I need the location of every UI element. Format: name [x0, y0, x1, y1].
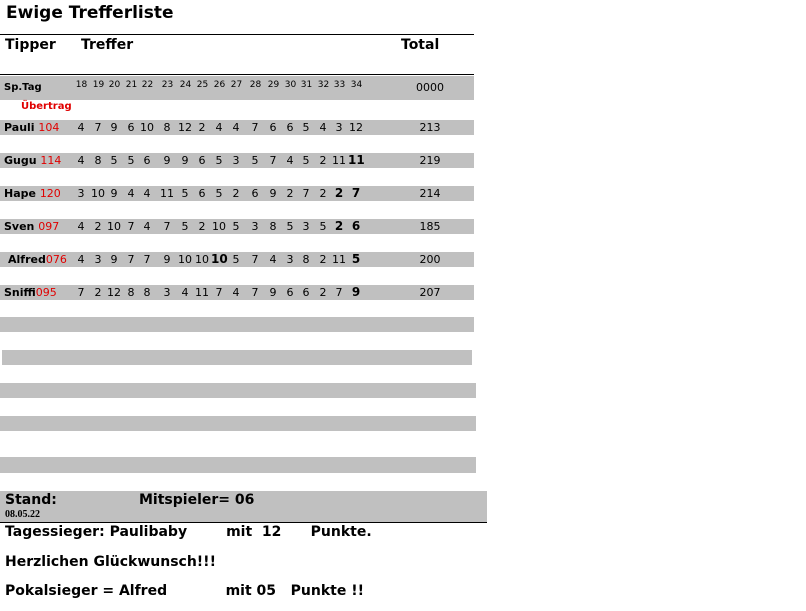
glueckwunsch-text: Herzlichen Glückwunsch!!!: [5, 554, 216, 570]
player-name: [4, 219, 59, 234]
spieltag-day: 32: [317, 80, 330, 90]
spieltag-day: 34: [350, 80, 363, 90]
player-total: 185: [419, 220, 441, 233]
player-name: [4, 285, 57, 300]
spieltag-day: 26: [213, 80, 226, 90]
player-total: 214: [419, 187, 441, 200]
empty-row: [0, 383, 476, 398]
tagessieger-text: Tagessieger: Paulibaby mit 12 Punkte.: [5, 524, 372, 540]
hit-value: 11: [332, 154, 346, 167]
spieltag-day: 33: [333, 80, 346, 90]
hit-value: 5: [232, 253, 240, 266]
pokalsieger-text: Pokalsieger = Alfred mit 05 Punkte !!: [5, 583, 364, 599]
hit-value: 5: [302, 121, 310, 134]
spieltag-day: 28: [249, 80, 262, 90]
hit-value: 6: [143, 154, 151, 167]
hit-value: 7: [143, 253, 151, 266]
hit-value: 5: [251, 154, 259, 167]
hit-value: 11: [348, 153, 365, 167]
hit-value: 4: [215, 121, 223, 134]
uebertrag-label: Übertrag: [21, 101, 72, 112]
hit-value: 9: [110, 253, 118, 266]
hit-value: 8: [163, 121, 171, 134]
hit-value: 2: [334, 186, 344, 200]
hit-value: 9: [110, 187, 118, 200]
hit-value: 7: [127, 220, 135, 233]
hit-value: 12: [349, 121, 363, 134]
hit-value: 7: [77, 286, 85, 299]
hit-value: 7: [251, 286, 259, 299]
hit-value: 10: [140, 121, 154, 134]
hit-value: 3: [94, 253, 102, 266]
hit-value: 7: [127, 253, 135, 266]
hit-value: 4: [319, 121, 327, 134]
hit-value: 4: [181, 286, 189, 299]
player-name: [4, 120, 59, 135]
hit-value: 3: [302, 220, 310, 233]
hit-value: 8: [127, 286, 135, 299]
hit-value: 4: [269, 253, 277, 266]
spieltag-label: Sp.Tag: [4, 82, 42, 93]
hit-value: 3: [286, 253, 294, 266]
hit-value: 2: [198, 121, 206, 134]
player-carry: 104: [38, 121, 60, 134]
hit-value: 5: [302, 154, 310, 167]
hit-value: 6: [286, 121, 294, 134]
player-name: [8, 252, 67, 267]
player-carry: 095: [35, 286, 57, 299]
hit-value: 6: [127, 121, 135, 134]
hit-value: 6: [198, 187, 206, 200]
hit-value: 10: [195, 253, 209, 266]
hit-value: 7: [251, 253, 259, 266]
hit-value: 7: [269, 154, 277, 167]
spieltag-day: 20: [108, 80, 121, 90]
hit-value: 5: [181, 220, 189, 233]
hit-value: 3: [77, 187, 85, 200]
player-carry: 097: [38, 220, 60, 233]
table-rule: [0, 74, 474, 75]
spieltag-day: 22: [141, 80, 154, 90]
hit-value: 7: [163, 220, 171, 233]
hit-value: 9: [351, 285, 361, 299]
hit-value: 8: [143, 286, 151, 299]
hit-value: 8: [269, 220, 277, 233]
hit-value: 3: [335, 121, 343, 134]
spieltag-day: 30: [284, 80, 297, 90]
hit-value: 2: [319, 286, 327, 299]
hit-value: 5: [232, 220, 240, 233]
empty-row: [0, 317, 474, 332]
hit-value: 6: [302, 286, 310, 299]
hit-value: 4: [77, 121, 85, 134]
hit-value: 9: [110, 121, 118, 134]
hit-value: 9: [269, 187, 277, 200]
player-name-label: Gugu: [4, 154, 37, 167]
hit-value: 7: [215, 286, 223, 299]
hit-value: 4: [77, 154, 85, 167]
hit-value: 11: [195, 286, 209, 299]
hit-value: 7: [251, 121, 259, 134]
hit-value: 5: [286, 220, 294, 233]
spieltag-day: 23: [161, 80, 174, 90]
hit-value: 3: [251, 220, 259, 233]
hit-value: 10: [178, 253, 192, 266]
hit-value: 9: [163, 253, 171, 266]
hit-value: 2: [286, 187, 294, 200]
player-name-label: Hape: [4, 187, 36, 200]
hit-value: 12: [178, 121, 192, 134]
hit-value: 10: [107, 220, 121, 233]
hit-value: 4: [232, 286, 240, 299]
hit-value: 2: [94, 286, 102, 299]
hit-value: 7: [335, 286, 343, 299]
spieltag-total: 0000: [416, 81, 444, 94]
hit-value: 6: [286, 286, 294, 299]
mitspieler-count: Mitspieler= 06: [139, 492, 255, 508]
header-tipper: Tipper: [5, 37, 56, 53]
player-carry: 120: [39, 187, 61, 200]
player-carry: 114: [40, 154, 62, 167]
hit-value: 4: [143, 187, 151, 200]
hit-value: 2: [94, 220, 102, 233]
hit-value: 3: [163, 286, 171, 299]
hit-value: 11: [160, 187, 174, 200]
hit-value: 2: [319, 154, 327, 167]
player-carry: 076: [45, 253, 67, 266]
hit-value: 5: [110, 154, 118, 167]
hit-value: 12: [107, 286, 121, 299]
hit-value: 4: [77, 253, 85, 266]
empty-row: [2, 350, 472, 365]
player-name-label: Alfred: [8, 253, 46, 266]
hit-value: 5: [181, 187, 189, 200]
player-total: 200: [419, 253, 441, 266]
player-name: [4, 153, 61, 168]
stand-rule: [0, 522, 487, 523]
hit-value: 9: [181, 154, 189, 167]
top-rule: [0, 34, 474, 35]
hit-value: 2: [319, 187, 327, 200]
hit-value: 4: [286, 154, 294, 167]
hit-value: 2: [198, 220, 206, 233]
hit-value: 5: [319, 220, 327, 233]
hit-value: 5: [351, 252, 361, 266]
player-name-label: Pauli: [4, 121, 35, 134]
player-total: 219: [419, 154, 441, 167]
spieltag-day: 19: [92, 80, 105, 90]
empty-row: [0, 416, 476, 431]
hit-value: 8: [302, 253, 310, 266]
hit-value: 9: [163, 154, 171, 167]
hit-value: 9: [269, 286, 277, 299]
spieltag-day: 31: [300, 80, 313, 90]
hit-value: 4: [143, 220, 151, 233]
empty-row: [0, 457, 476, 473]
hit-value: 11: [332, 253, 346, 266]
hit-value: 2: [319, 253, 327, 266]
player-total: 207: [419, 286, 441, 299]
hit-value: 6: [351, 219, 361, 233]
hit-value: 4: [77, 220, 85, 233]
hit-value: 5: [127, 154, 135, 167]
hit-value: 2: [232, 187, 240, 200]
hit-value: 6: [251, 187, 259, 200]
hit-value: 4: [232, 121, 240, 134]
spieltag-day: 24: [179, 80, 192, 90]
spieltag-day: 25: [196, 80, 209, 90]
hit-value: 10: [91, 187, 105, 200]
hit-value: 5: [215, 154, 223, 167]
spieltag-day: 27: [230, 80, 243, 90]
stand-label: Stand:: [5, 492, 57, 508]
header-treffer: Treffer: [81, 37, 134, 53]
hit-value: 8: [94, 154, 102, 167]
hit-value: 6: [269, 121, 277, 134]
hit-value: 3: [232, 154, 240, 167]
player-total: 213: [419, 121, 441, 134]
player-name-label: Sven: [4, 220, 35, 233]
hit-value: 5: [215, 187, 223, 200]
stand-date: 08.05.22: [5, 509, 40, 520]
spieltag-day: 18: [75, 80, 88, 90]
spieltag-day: 21: [125, 80, 138, 90]
spieltag-day: 29: [267, 80, 280, 90]
hit-value: 4: [127, 187, 135, 200]
header-total: Total: [401, 37, 440, 53]
page-title: Ewige Trefferliste: [6, 3, 174, 23]
hit-value: 7: [351, 186, 361, 200]
hit-value: 7: [94, 121, 102, 134]
hit-value: 10: [211, 252, 228, 266]
hit-value: 10: [212, 220, 226, 233]
player-name: [4, 186, 61, 201]
hit-value: 7: [302, 187, 310, 200]
player-name-label: Sniffi: [4, 286, 36, 299]
hit-value: 2: [334, 219, 344, 233]
hit-value: 6: [198, 154, 206, 167]
